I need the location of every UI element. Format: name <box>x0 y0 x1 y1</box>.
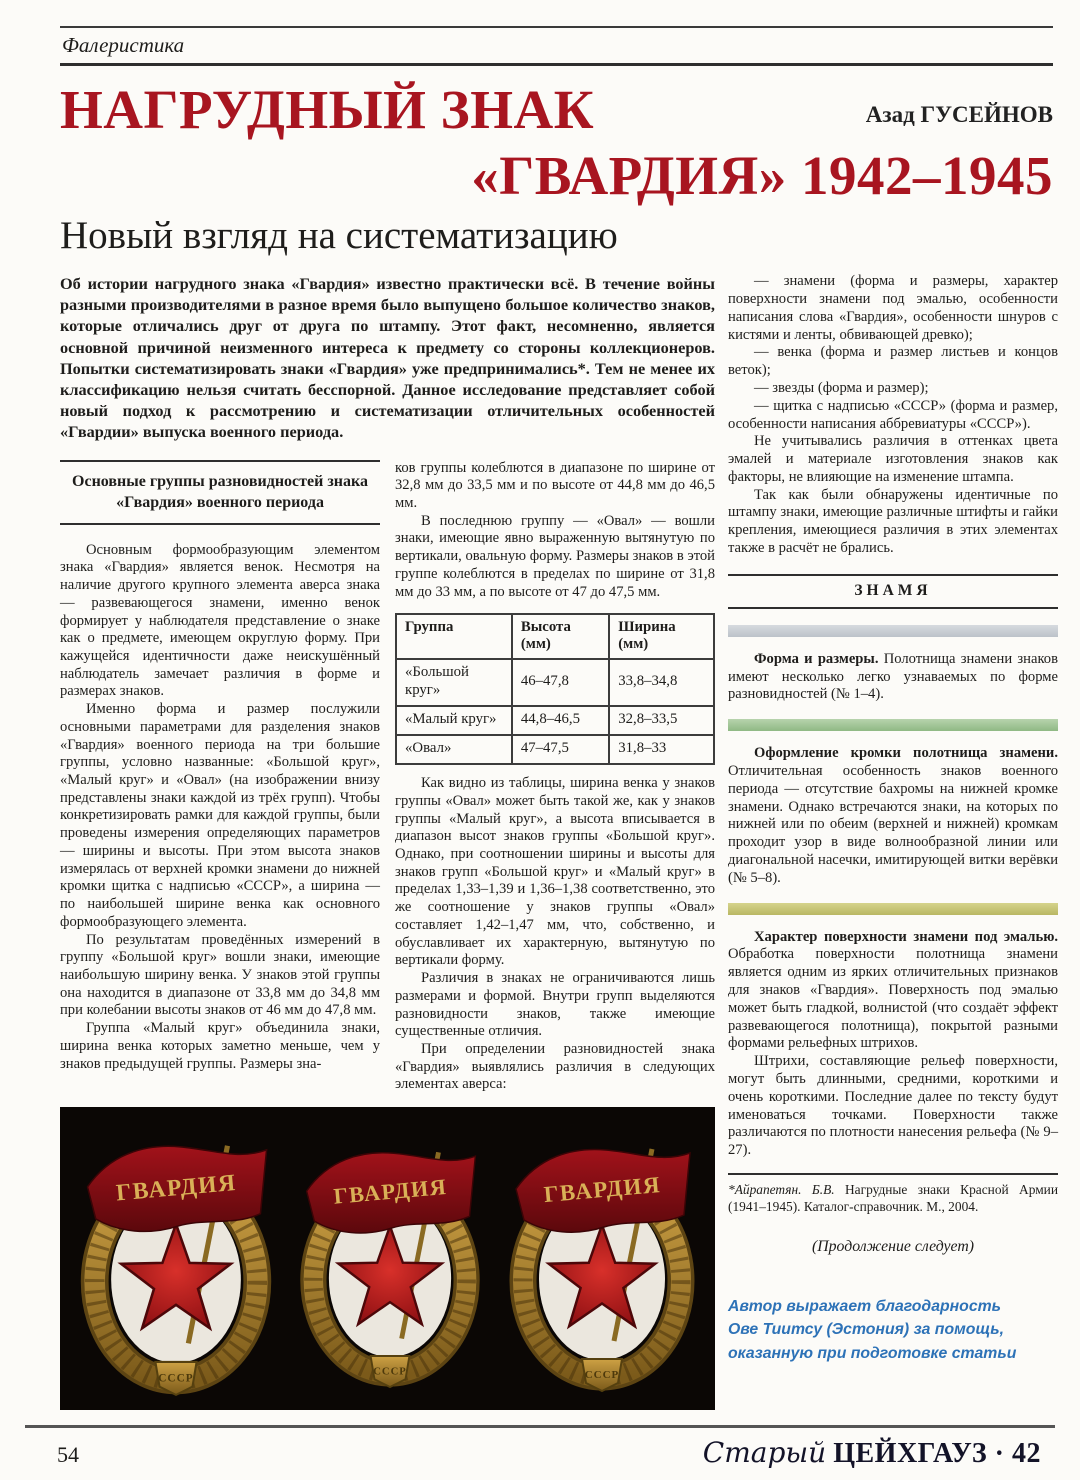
column-3 <box>728 273 1058 1410</box>
table-cell: «Овал» <box>396 735 512 764</box>
magazine-logo <box>703 1436 1041 1470</box>
bullet-item: — венка (форма и размер листьев и концов веток); <box>728 344 1058 379</box>
acknowledgement-line: оказанную при подготовке статьи <box>728 1345 1017 1363</box>
page-number: 54 <box>57 1442 79 1467</box>
paragraph: ков группы колеблются в диапазоне по ширине от 32,8 мм до 33,5 мм и по высоте от 44,8 мм до 46,5 мм. <box>395 459 715 511</box>
paragraph <box>728 651 1058 704</box>
article-title-line1: НАГРУДНЫЙ ЗНАК <box>60 79 595 140</box>
table-header-cell: Ширина (мм) <box>609 614 714 659</box>
paragraph-text: Отличительная особенность знаков военного периода — отсутствие бахромы на нижней кромке знамени. Однако встречаются знаки, на которых по нижней или по обеим (верхней и нижней) кромкам проходит узор в виде волнообразной линии или диагональной насечки, имитирующей витки верёвки (№ 5–8). <box>728 762 1058 886</box>
table-cell: 32,8–33,5 <box>609 706 714 735</box>
section-heading-znamya: ЗНАМЯ <box>728 574 1058 609</box>
acknowledgement-line: Ове Тиитсу (Эстония) за помощь, <box>728 1321 1004 1339</box>
paragraph <box>728 745 1058 887</box>
table-header-row <box>396 614 714 659</box>
table-cell: «Большой круг» <box>396 659 512 706</box>
paragraph: В последнюю группу — «Овал» — вошли знаки, имеющие явно выраженную вытянутую по вертикали, овальную форму. Размеры знаков в этой группе колеблются в пределах по ширине от 31,8 мм до 33 мм, а по высоте от 47 до 47,5 мм. <box>395 512 715 600</box>
bullet-item: — знамени (форма и размеры, характер поверхности знамени под эмалью, особенности написания слова «Гвардия», особенности шнуров с кистями и ленты, обвивающей древко); <box>728 273 1058 343</box>
section-kicker: Фалеристика <box>62 33 185 57</box>
page-footer <box>25 1425 1055 1470</box>
paragraph: По результатам проведённых измерений в группу «Большой круг» вошли знаки, имеющие наибольшую ширину венка. У знаков этой группы она находится в диапазоне от 33,8 мм до 34,8 мм при колебании высоты знаков от 46 мм до 47,8 мм. <box>60 931 380 1019</box>
article-body <box>60 273 1059 1410</box>
kicker-rule <box>60 63 1053 66</box>
article-subtitle: Новый взгляд на систематизацию <box>60 214 618 258</box>
text-columns <box>60 460 715 1095</box>
lead-paragraph: Об истории нагрудного знака «Гвардия» известно практически всё. В течение войны разными производителями в разное время было выпущено большое количество знаков, которые отличались друг от друга по штампу. Этот факт, несомненно, является основной причиной неизменного интереса к предмету со стороны коллекционеров. Попытки систематизировать знаки «Гвардия» уже предпринимались*. Тем не менее их классификацию нельзя считать бесспорной. Данное исследование представляет собой новый подход к рассмотрению и систематизации отличительных особенностей «Гвардии» выпуска военного периода. <box>60 274 715 442</box>
paragraph-lead-in: Оформление кромки полотнища знамени. <box>754 745 1058 762</box>
table-cell: «Малый круг» <box>396 706 512 735</box>
flag-sample-strip-green <box>728 719 1058 731</box>
paragraph-text: Обработка поверхности полотнища знамени является одним из ярких отличительных признаков для знаков «Гвардия». Поверхность под эмалью может быть гладкой, волнистой (что создаёт эффект развевающегося полотнища), покрытой разными формами рельефных штрихов. <box>728 946 1058 1052</box>
author-byline: Азад ГУСЕЙНОВ <box>865 102 1053 128</box>
table-row <box>396 735 714 764</box>
footnote <box>728 1173 1058 1216</box>
paragraph: Как видно из таблицы, ширина венка у знаков группы «Овал» может быть такой же, как у знаков группы «Малый круг», а высота вписывается в диапазон высот знаков группы «Большой круг». Однако, при соотношении ширины и высоты для знаков групп «Большой круг» и «Малый круг» в пределах 1,33–1,39 и 1,36–1,38 соответственно, это же соотношение у знаков группы «Овал» составляет 1,42–1,47 мм, что, собственно, и обуславливает их характерную, вытянутую по вертикали форму. <box>395 775 715 969</box>
paragraph: Штрихи, составляющие рельеф поверхности, могут быть длинными, средними, короткими и очень короткими. Последние далее по тексту будут именоваться точками. Поверхности также различаются по плотности нанесения рельефа (№ 9–27). <box>728 1053 1058 1159</box>
paragraph: При определении разновидностей знака «Гвардия» выявлялись различия в следующих элементах аверса: <box>395 1040 715 1093</box>
left-two-thirds <box>60 273 715 1410</box>
table-cell: 47–47,5 <box>512 735 609 764</box>
magazine-logo-script: Старый <box>702 1436 827 1469</box>
paragraph-lead-in: Форма и размеры. <box>754 650 879 667</box>
column-2 <box>395 460 715 1095</box>
table-cell: 33,8–34,8 <box>609 659 714 706</box>
magazine-logo-name: ЦЕЙХГАУЗ · 42 <box>833 1438 1041 1469</box>
paragraph: Так как были обнаружены идентичные по штампу знаки, имеющие различные штифты и гайки крепления, имеющиеся различия в этих элементах также в расчёт не брались. <box>728 486 1058 557</box>
table-row <box>396 706 714 735</box>
paragraph: Основным формообразующим элементом знака «Гвардия» является венок. Несмотря на наличие другого крупного элемента аверса знака — развевающегося знамени, именно венок формирует у наблюдателя представление о знаке как о предмете, имеющем округлую форму. При кажущейся идентичности даже неискушённый наблюдатель замечает различия в форме и размерах знаков. <box>60 541 380 700</box>
flag-sample-strip-olive <box>728 903 1058 915</box>
acknowledgement-line: Автор выражает благодарность <box>728 1297 1002 1315</box>
paragraph-lead-in: Характер поверхности знамени под эмалью. <box>754 928 1058 945</box>
paragraph <box>728 929 1058 1054</box>
footnote-author: *Айрапетян. Б.В. <box>728 1181 835 1197</box>
table-cell: 44,8–46,5 <box>512 706 609 735</box>
paragraph: Не учитывались различия в оттенках цвета эмалей и материале изготовления знаков как факторы, не влияющие на изменение штампа. <box>728 433 1058 485</box>
to-be-continued: (Продолжение следует) <box>811 1238 974 1256</box>
guards-badge-icon <box>502 1123 702 1395</box>
footnote-text: Нагрудные знаки Красной Армии (1941–1945). Каталог-справочник. М., 2004. <box>728 1181 1059 1214</box>
table-cell: 46–47,8 <box>512 659 609 706</box>
bullet-item: — звезды (форма и размер); <box>754 379 929 396</box>
table-header-cell: Высота (мм) <box>512 614 609 659</box>
table-header-cell: Группа <box>396 614 512 659</box>
footer-rule <box>25 1425 1055 1428</box>
column-1 <box>60 460 380 1095</box>
guards-badge-icon <box>73 1119 279 1399</box>
bullet-item: — щитка с надписью «СССР» (форма и размер, особенности написания аббревиатуры «СССР»). <box>728 397 1058 432</box>
acknowledgement <box>728 1295 1058 1366</box>
group-box-title: Основные группы разновидностей знака «Гвардия» военного периода <box>60 460 380 525</box>
paragraph: Группа «Малый круг» объединила знаки, ширина венка которых заметно меньше, чем у знаков предыдущей группы. Размеры зна- <box>60 1020 380 1072</box>
table-row <box>396 659 714 706</box>
badges-photo <box>60 1107 715 1410</box>
guards-badge-icon <box>293 1121 487 1397</box>
paragraph-text: Полотнища знамени знаков имеют несколько легко узнаваемых по форме разновидностей (№ 1–4). <box>728 650 1058 703</box>
flag-sample-strip-gray <box>728 625 1058 637</box>
table-cell: 31,8–33 <box>609 735 714 764</box>
paragraph: Именно форма и размер послужили основными параметрами для разделения знаков «Гвардия» военного периода на три большие группы, условно названные: «Большой круг», «Малый круг» и «Овал» (на изображении внизу представлены знаки каждой из трёх групп). Чтобы конкретизировать рамки для каждой группы, были проведены измерения определяющих параметров — ширины и высоты. При этом высота знаков измерялась от верхней кромки знамени до нижней кромки щитка с надписью «СССР», а ширина — по наибольшей ширине венка как основного формообразующего элемента. <box>60 701 380 930</box>
size-table <box>395 613 715 765</box>
paragraph: Различия в знаках не ограничиваются лишь размерами и формой. Внутри групп выделяются разновидности знаков, также имеющие существенные отличия. <box>395 970 715 1040</box>
article-title-line2: «ГВАРДИЯ» 1942–1945 <box>471 145 1053 207</box>
article-header <box>60 79 1053 258</box>
